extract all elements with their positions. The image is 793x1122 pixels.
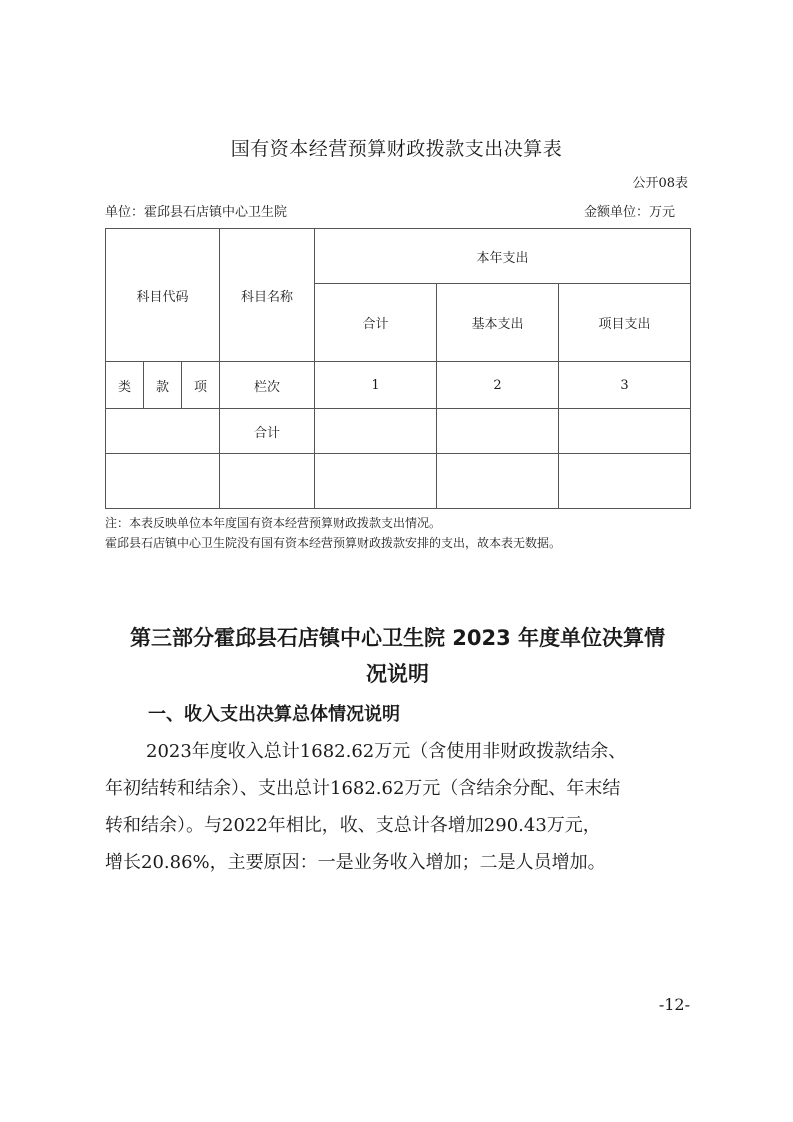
table-notes xyxy=(105,513,561,553)
table-title: 国有资本经营预算财政拨款支出决算表 xyxy=(230,138,563,160)
paragraph-line-3: 转和结余）。与2022年相比，收、支总计各增加290.43万元， xyxy=(105,815,601,836)
header-subject-code: 科目代码 xyxy=(106,229,220,362)
empty-row-value-2 xyxy=(437,454,559,509)
amount-unit-label: 金额单位：万元 xyxy=(583,205,675,220)
col-class-label: 类 xyxy=(106,362,144,409)
empty-row-value-3 xyxy=(559,454,691,509)
total-row-value-2 xyxy=(437,409,559,454)
table-total-row xyxy=(106,409,691,454)
budget-table xyxy=(105,228,691,509)
col-number-2: 2 xyxy=(437,362,559,409)
part-heading xyxy=(105,620,690,692)
note-line-2: 霍邱县石店镇中心卫生院没有国有资本经营预算财政拨款安排的支出，故本表无数据。 xyxy=(105,536,562,550)
paragraph-line-1: 2023年度收入总计1682.62万元（含使用非财政拨款结余、 xyxy=(146,741,627,762)
table-column-index-row xyxy=(106,362,691,409)
col-number-1: 1 xyxy=(315,362,437,409)
paragraph-line-2: 年初结转和结余）、支出总计1682.62万元（含结余分配、年末结 xyxy=(105,778,621,799)
section-heading: 一、收入支出决算总体情况说明 xyxy=(148,704,400,725)
unit-label: 单位：霍邱县石店镇中心卫生院 xyxy=(105,205,288,220)
note-line-1: 注：本表反映单位本年度国有资本经营预算财政拨款支出情况。 xyxy=(105,516,442,530)
total-row-value-3 xyxy=(559,409,691,454)
table-header-row xyxy=(106,229,691,284)
col-number-3: 3 xyxy=(559,362,691,409)
empty-row-name-cell xyxy=(220,454,315,509)
header-total: 合计 xyxy=(315,284,437,362)
col-item-label: 项 xyxy=(182,362,220,409)
paragraph-line-4: 增长20.86%，主要原因：一是业务收入增加；二是人员增加。 xyxy=(105,852,606,873)
header-current-year-expenditure: 本年支出 xyxy=(315,229,691,284)
header-basic-expenditure: 基本支出 xyxy=(437,284,559,362)
header-subject-name: 科目名称 xyxy=(220,229,315,362)
part-heading-line-1: 第三部分霍邱县石店镇中心卫生院 2023 年度单位决算情 xyxy=(129,626,666,650)
total-row-code-cell xyxy=(106,409,220,454)
page-number: -12- xyxy=(658,995,690,1014)
empty-row-value-1 xyxy=(315,454,437,509)
form-code: 公开08表 xyxy=(632,176,688,191)
total-row-value-1 xyxy=(315,409,437,454)
table-empty-row xyxy=(106,454,691,509)
col-section-label: 款 xyxy=(144,362,182,409)
empty-row-code-cell xyxy=(106,454,220,509)
col-row-label: 栏次 xyxy=(220,362,315,409)
part-heading-line-2: 况说明 xyxy=(366,662,429,686)
total-row-label: 合计 xyxy=(220,409,315,454)
summary-paragraph xyxy=(105,733,690,881)
header-project-expenditure: 项目支出 xyxy=(559,284,691,362)
